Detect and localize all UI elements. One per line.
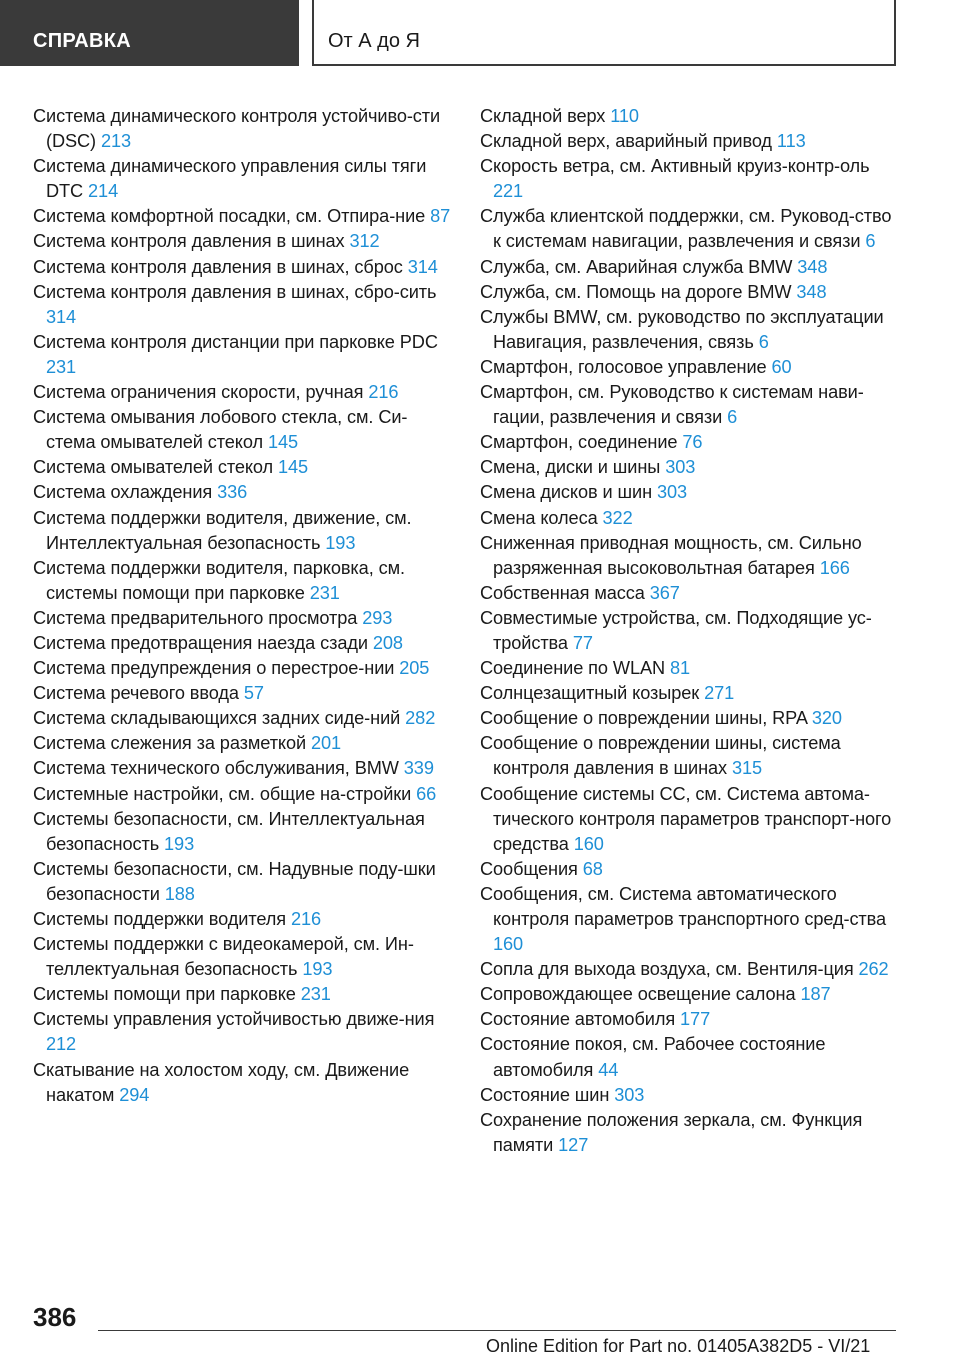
page-link[interactable]: 127 bbox=[558, 1134, 589, 1155]
index-entry bbox=[480, 129, 900, 154]
page-link[interactable]: 367 bbox=[649, 582, 680, 603]
index-term: Система контроля давления в шинах, сбро-сить bbox=[33, 281, 437, 302]
index-entry bbox=[33, 857, 453, 907]
page-link[interactable]: 282 bbox=[405, 708, 436, 729]
index-entry bbox=[480, 255, 900, 280]
index-entry bbox=[480, 1007, 900, 1032]
page-link[interactable]: 303 bbox=[665, 457, 696, 478]
page-link[interactable]: 339 bbox=[403, 758, 434, 779]
index-term: Системы помощи при парковке bbox=[33, 984, 296, 1005]
page-link[interactable]: 231 bbox=[46, 356, 77, 377]
page-link[interactable]: 87 bbox=[430, 206, 451, 227]
index-entry bbox=[480, 606, 900, 656]
page-link[interactable]: 315 bbox=[731, 758, 763, 779]
index-term: Смена дисков и шин bbox=[480, 482, 653, 503]
page-link[interactable]: 208 bbox=[372, 632, 403, 653]
index-term: Смартфон, соединение bbox=[480, 432, 678, 453]
index-entry bbox=[33, 907, 453, 932]
page-link[interactable]: 312 bbox=[349, 231, 380, 252]
index-term: Смартфон, см. Руководство к системам нави-гации, развлечения и связи bbox=[480, 382, 864, 428]
index-term: Совместимые устройства, см. Подходящие ус-тройства bbox=[480, 607, 872, 653]
index-term: Система слежения за разметкой bbox=[33, 733, 307, 754]
index-entry bbox=[33, 982, 453, 1007]
page-header bbox=[0, 0, 960, 66]
page-link[interactable]: 193 bbox=[302, 959, 333, 980]
page-link[interactable]: 262 bbox=[858, 959, 889, 980]
page-link[interactable]: 187 bbox=[800, 984, 831, 1005]
index-entry bbox=[480, 581, 900, 606]
index-entry bbox=[33, 229, 453, 254]
index-entry bbox=[480, 531, 900, 581]
index-term: Смена, диски и шины bbox=[480, 457, 661, 478]
index-term: Система контроля давления в шинах bbox=[33, 231, 345, 252]
page-link[interactable]: 177 bbox=[680, 1009, 711, 1030]
page-link[interactable]: 6 bbox=[727, 407, 738, 428]
index-entry bbox=[480, 1108, 900, 1158]
index-term: Складной верх, аварийный привод bbox=[480, 131, 772, 152]
index-entry bbox=[33, 154, 453, 204]
index-entry bbox=[480, 204, 900, 254]
index-term: Состояние шин bbox=[480, 1084, 610, 1105]
index-term: Системы поддержки водителя bbox=[33, 909, 287, 929]
index-term: Система динамического управления силы тяги DTC bbox=[33, 156, 427, 202]
page-link[interactable]: 6 bbox=[865, 231, 876, 252]
page-link[interactable]: 231 bbox=[300, 984, 331, 1005]
page-link[interactable]: 271 bbox=[704, 683, 735, 704]
index-term: Сообщение о повреждении шины, RPA bbox=[480, 708, 807, 729]
page-link[interactable]: 322 bbox=[602, 507, 633, 528]
index-entry bbox=[480, 280, 900, 305]
index-entry bbox=[33, 706, 453, 731]
index-entry bbox=[480, 455, 900, 480]
index-entry bbox=[480, 957, 900, 982]
page-link[interactable]: 193 bbox=[325, 532, 356, 553]
index-entry bbox=[33, 1007, 453, 1057]
index-term: Сообщения, см. Система автоматического контроля параметров транспортного сред-ства bbox=[480, 883, 887, 929]
page-link[interactable]: 68 bbox=[582, 858, 603, 879]
index-term: Состояние автомобиля bbox=[480, 1009, 676, 1030]
index-term: Сообщение о повреждении шины, система контроля давления в шинах bbox=[480, 733, 841, 779]
footer-edition bbox=[486, 1336, 870, 1357]
page-link[interactable]: 213 bbox=[100, 131, 132, 152]
page-link[interactable]: 336 bbox=[217, 482, 248, 503]
index-term: Службы BMW, см. руководство по эксплуатации Навигация, развлечения, связь bbox=[480, 306, 884, 352]
index-term: Система омывателей стекол bbox=[33, 457, 274, 478]
index-term: Система технического обслуживания, BMW bbox=[33, 758, 399, 779]
index-entry bbox=[480, 1083, 900, 1108]
index-entry bbox=[33, 631, 453, 656]
index-term: Система складывающихся задних сиде-ний bbox=[33, 708, 401, 729]
page-link[interactable]: 216 bbox=[291, 909, 322, 929]
index-term: Системы поддержки с видеокамерой, см. Ин-теллектуальная безопасность bbox=[33, 934, 414, 980]
index-entry bbox=[33, 204, 453, 229]
index-term: Система поддержки водителя, движение, см. Интеллектуальная безопасность bbox=[33, 507, 412, 553]
page-link[interactable]: 221 bbox=[493, 181, 524, 202]
index-entry bbox=[33, 480, 453, 505]
page-link[interactable]: 81 bbox=[669, 658, 691, 679]
index-term: Служба клиентской поддержки, см. Руковод-ство к системам навигации, развлечения и связи bbox=[480, 206, 892, 252]
index-entry bbox=[33, 455, 453, 480]
index-term: Система контроля дистанции при парковке PDC bbox=[33, 331, 438, 352]
index-term: Складной верх bbox=[480, 106, 606, 126]
index-entry bbox=[33, 681, 453, 706]
page-link[interactable]: 160 bbox=[573, 833, 604, 854]
page-link[interactable]: 193 bbox=[164, 833, 195, 854]
index-term: Соединение по WLAN bbox=[480, 658, 666, 679]
section-title: СПРАВКА bbox=[33, 30, 132, 52]
index-entry bbox=[480, 857, 900, 882]
page-link[interactable]: 160 bbox=[493, 934, 524, 955]
index-term: Сообщение системы CC, см. Система автома-тического контроля параметров транспорт-ного средства bbox=[480, 783, 892, 854]
page-link[interactable]: 110 bbox=[610, 106, 639, 126]
index-term: Система динамического контроля устойчиво-сти (DSC) bbox=[33, 106, 441, 152]
index-entry bbox=[480, 882, 900, 957]
index-term: Система ограничения скорости, ручная bbox=[33, 382, 364, 403]
page-link[interactable]: 145 bbox=[267, 432, 298, 453]
index-entry bbox=[480, 154, 900, 204]
index-entry bbox=[480, 1032, 900, 1082]
index-term: Система предварительного просмотра bbox=[33, 607, 358, 628]
page-link[interactable]: 66 bbox=[416, 783, 437, 804]
index-column-left bbox=[33, 104, 453, 1108]
page-link[interactable]: 113 bbox=[776, 131, 806, 152]
index-term: Системы управления устойчивостью движе-ния bbox=[33, 1009, 435, 1030]
index-entry bbox=[33, 731, 453, 756]
index-entry bbox=[480, 305, 900, 355]
index-entry bbox=[480, 430, 900, 455]
index-entry bbox=[33, 606, 453, 631]
footer-divider bbox=[98, 1330, 896, 1331]
index-term: Системы безопасности, см. Интеллектуальная безопасность bbox=[33, 808, 425, 854]
section-tab bbox=[0, 0, 299, 66]
page-link[interactable]: 6 bbox=[758, 331, 769, 352]
page-link[interactable]: 145 bbox=[278, 457, 309, 478]
index-entry bbox=[33, 380, 453, 405]
page-link[interactable]: 201 bbox=[311, 733, 342, 754]
index-term: Сопла для выхода воздуха, см. Вентиля-ция bbox=[480, 959, 854, 980]
page-link[interactable]: 293 bbox=[362, 607, 393, 628]
index-term: Системы безопасности, см. Надувные поду-шки безопасности bbox=[33, 858, 436, 904]
index-term: Смена колеса bbox=[480, 507, 598, 528]
page-link[interactable]: 303 bbox=[614, 1084, 645, 1105]
index-entry bbox=[480, 355, 900, 380]
index-term: Состояние покоя, см. Рабочее состояние автомобиля bbox=[480, 1034, 826, 1080]
index-entry bbox=[480, 982, 900, 1007]
index-term: Система предотвращения наезда сзади bbox=[33, 632, 368, 653]
page-link[interactable]: 231 bbox=[309, 582, 340, 603]
index-entry bbox=[33, 782, 453, 807]
index-term: Сохранение положения зеркала, см. Функция памяти bbox=[480, 1109, 863, 1155]
index-term: Сопровождающее освещение салона bbox=[480, 984, 796, 1005]
index-term: Система комфортной посадки, см. Отпира-ние bbox=[33, 206, 426, 227]
index-entry bbox=[480, 706, 900, 731]
page-number: 386 bbox=[33, 1302, 77, 1332]
index-entry bbox=[480, 782, 900, 857]
page-link[interactable]: 205 bbox=[399, 658, 430, 679]
index-entry bbox=[33, 255, 453, 280]
index-term: Собственная масса bbox=[480, 582, 645, 603]
index-term: Система контроля давления в шинах, сброс bbox=[33, 256, 403, 277]
index-term: Система речевого ввода bbox=[33, 683, 239, 704]
index-column-right bbox=[480, 104, 900, 1158]
index-entry bbox=[33, 807, 453, 857]
edition-text: Online Edition for Part no. 01405A382D5 - VI/21 bbox=[486, 1336, 871, 1356]
page-link[interactable]: 60 bbox=[771, 356, 792, 377]
index-entry bbox=[33, 104, 453, 154]
page-link[interactable]: 216 bbox=[368, 382, 399, 403]
index-entry bbox=[33, 280, 453, 330]
page-link[interactable]: 214 bbox=[88, 181, 119, 202]
page-link[interactable]: 44 bbox=[598, 1059, 619, 1080]
index-entry bbox=[33, 506, 453, 556]
index-term: Сниженная приводная мощность, см. Сильно разряженная высоковольтная батарея bbox=[480, 532, 862, 578]
index-entry bbox=[480, 731, 900, 781]
index-entry bbox=[33, 656, 453, 681]
index-entry bbox=[480, 681, 900, 706]
page-link[interactable]: 188 bbox=[164, 883, 195, 904]
page-link[interactable]: 348 bbox=[796, 281, 827, 302]
page-link[interactable]: 57 bbox=[243, 683, 264, 704]
index-term: Система омывания лобового стекла, см. Си-стема омывателей стекол bbox=[33, 407, 408, 453]
page-link[interactable]: 166 bbox=[819, 557, 850, 578]
index-term: Система поддержки водителя, парковка, см. системы помощи при парковке bbox=[33, 557, 405, 603]
page-link[interactable]: 77 bbox=[572, 632, 593, 653]
index-term: Система охлаждения bbox=[33, 482, 213, 503]
index-term: Скорость ветра, см. Активный круиз-контр-оль bbox=[480, 156, 870, 177]
page-link[interactable]: 303 bbox=[656, 482, 688, 503]
index-term: Скатывание на холостом ходу, см. Движение накатом bbox=[33, 1059, 410, 1105]
page-link[interactable]: 294 bbox=[119, 1084, 150, 1105]
page-link[interactable]: 348 bbox=[797, 256, 828, 277]
page-link[interactable]: 76 bbox=[682, 432, 703, 453]
page-link[interactable]: 314 bbox=[46, 306, 77, 327]
index-entry bbox=[480, 104, 900, 129]
index-term: Служба, см. Помощь на дороге BMW bbox=[480, 281, 792, 302]
index-term: Смартфон, голосовое управление bbox=[480, 356, 767, 377]
index-entry bbox=[480, 480, 900, 505]
page-link[interactable]: 314 bbox=[407, 256, 438, 277]
index-entry bbox=[33, 330, 453, 380]
index-entry bbox=[33, 756, 453, 781]
page-link[interactable]: 320 bbox=[811, 708, 842, 729]
index-entry bbox=[33, 405, 453, 455]
index-entry bbox=[33, 1058, 453, 1108]
index-entry bbox=[480, 656, 900, 681]
index-entry bbox=[480, 506, 900, 531]
index-entry bbox=[33, 556, 453, 606]
index-term: Системные настройки, см. общие на-стройки bbox=[33, 783, 412, 804]
chapter-title: От А до Я bbox=[328, 30, 420, 52]
index-entry bbox=[33, 932, 453, 982]
index-term: Сообщения bbox=[480, 858, 578, 879]
index-term: Система предупреждения о перестрое-нии bbox=[33, 658, 395, 679]
page-link[interactable]: 212 bbox=[46, 1034, 77, 1055]
chapter-tab bbox=[312, 0, 896, 66]
index-term: Солнцезащитный козырек bbox=[480, 683, 700, 704]
index-entry bbox=[480, 380, 900, 430]
index-term: Служба, см. Аварийная служба BMW bbox=[480, 256, 793, 277]
